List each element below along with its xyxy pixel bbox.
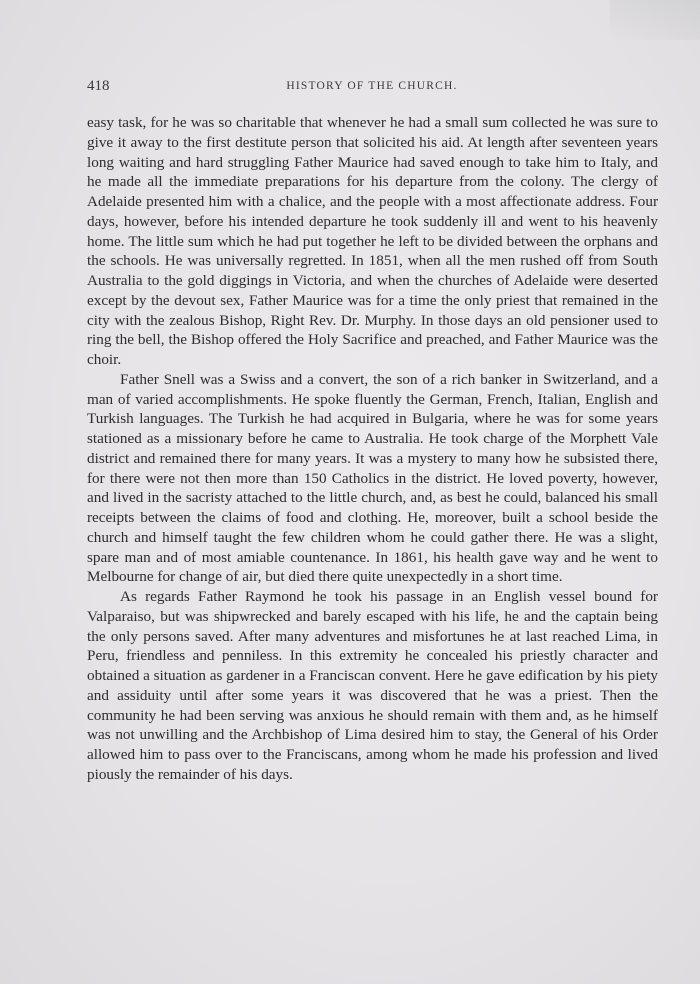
page-header bbox=[87, 78, 657, 100]
paragraph-father-snell: Father Snell was a Swiss and a convert, the son of a rich banker in Switzerland, and a man of varied accomplishments. He spoke fluently the German, French, Italian, English and Turkish languages. The Turkish he had acquired in Bulgaria, where he was for some years stationed as a missionary before he came to Australia. He took charge of the Morphett Vale district and remained there for many years. It was a mystery to many how he subsisted there, for there were not then more than 150 Catholics in the district. He loved poverty, however, and lived in the sacristy attached to the little church, and, as best he could, balanced his small receipts between the claims of food and clothing. He, moreover, built a school beside the church and himself taught the few children whom he could gather there. He was a slight, spare man and of most amiable countenance. In 1861, his health gave way and he went to Melbourne for change of air, but died there quite unexpectedly in a short time. bbox=[87, 370, 658, 586]
paragraph-continuation: easy task, for he was so charitable that whenever he had a small sum collected he was sure to give it away to the first destitute person that solicited his aid. At length after seventeen years long waiting and hard struggling Father Maurice had saved enough to take him to Italy, and he made all the immediate preparations for his departure from the colony. The clergy of Adelaide presented him with a chalice, and the people with a most affectionate address. Four days, however, before his intended departure he took suddenly ill and went to his heavenly home. The little sum which he had put together he left to be divided between the orphans and the schools. He was universally regretted. In 1851, when all the men rushed off from South Australia to the gold diggings in Victoria, and when the churches of Adelaide were deserted except by the devout sex, Father Maurice was for a time the only priest that remained in the city with the zealous Bishop, Right Rev. Dr. Murphy. In those days an old pensioner used to ring the bell, the Bishop offered the Holy Sacrifice and preached, and Father Maurice was the choir. bbox=[87, 114, 658, 368]
page-number: 418 bbox=[87, 78, 110, 94]
running-head: HISTORY OF THE CHURCH. bbox=[286, 80, 458, 92]
paragraph-father-raymond: As regards Father Raymond he took his passage in an English vessel bound for Valparaiso, but was shipwrecked and barely escaped with his life, he and the captain being the only persons saved. After many adventures and misfortunes he at last reached Lima, in Peru, friendless and penniless. In this extremity he concealed his priestly character and obtained a situation as gardener in a Franciscan convent. Here he gave edification by his piety and assiduity until after some years it was discovered that he was a priest. Then the community he had been serving was anxious he should remain with them and, as he himself was not unwilling and the Archbishop of Lima desired him to stay, the General of his Order allowed him to pass over to the Franciscans, among whom he made his profession and lived piously the remainder of his days. bbox=[87, 588, 659, 783]
page-corner-shadow bbox=[610, 0, 700, 40]
body-text bbox=[87, 113, 658, 785]
